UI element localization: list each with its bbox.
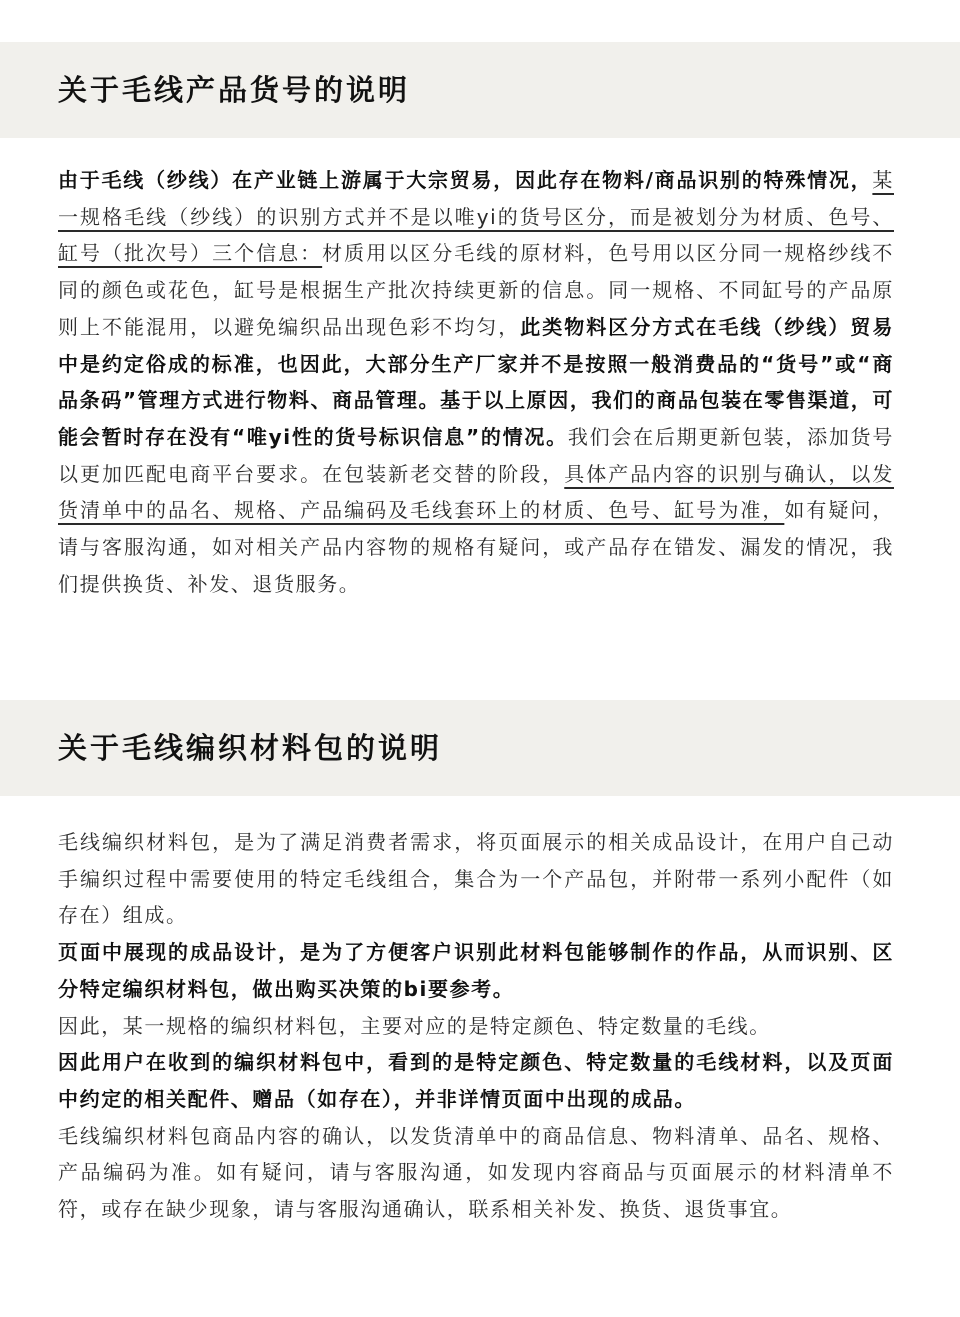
text-run: 由于毛线（纱线）在产业链上游属于大宗贸易，因此存在物料/商品识别的特殊情况，	[58, 168, 873, 192]
section-header-product-code	[0, 42, 960, 138]
text-run: 材质用以区分毛线的原材料，色号用以区分同一规格纱线不同的颜色或花色，缸号是根据生产批次持续更新的信息。同一规格、不同缸号的产品原则上不能混用，以避免编织品出现色彩不均匀，	[58, 241, 895, 339]
section-body-product-code	[58, 162, 894, 602]
paragraph: 页面中展现的成品设计，是为了方便客户识别此材料包能够制作的作品，从而识别、区分特定编织材料包，做出购买决策的bi要参考。	[58, 940, 894, 1001]
text-run: 如有疑问，请与客服沟通，如对相关产品内容物的规格有疑问，或产品存在错发、漏发的情况，我们提供换货、补发、退货服务。	[58, 498, 895, 596]
section-title: 关于毛线产品货号的说明	[58, 73, 411, 107]
paragraph: 毛线编织材料包，是为了满足消费者需求，将页面展示的相关成品设计，在用户自己动手编织过程中需要使用的特定毛线组合，集合为一个产品包，并附带一系列小配件（如存在）组成。	[58, 830, 894, 928]
text-run: 某一规格毛线（纱线）的识别方式并不是以唯yi的货号区分，而是被划分为材质、色号、缸号（批次号）三个信息：	[58, 168, 894, 266]
section-body-knitting-kit	[58, 824, 894, 1228]
section-title: 关于毛线编织材料包的说明	[58, 731, 443, 765]
text-run: 我们会在后期更新包装，添加货号以更加匹配电商平台要求。在包装新老交替的阶段，	[58, 424, 895, 486]
text-run: 具体产品内容的识别与确认，以发货清单中的品名、规格、产品编码及毛线套环上的材质、色号、缸号为准，	[58, 461, 894, 523]
paragraph: 因此用户在收到的编织材料包中，看到的是特定颜色、特定数量的毛线材料，以及页面中约定的相关配件、赠品（如存在），并非详情页面中出现的成品。	[58, 1050, 894, 1111]
text-run: 此类物料区分方式在毛线（纱线）贸易中是约定俗成的标准，也因此，大部分生产厂家并不是按照一般消费品的“货号”或“商品条码”管理方式进行物料、商品管理。基于以上原因，我们的商品包装在零售渠道，可能会暂时存在没有“唯yi性的货号标识信息”的情况。	[58, 314, 895, 449]
section-header-knitting-kit	[0, 700, 960, 796]
paragraph: 因此，某一规格的编织材料包，主要对应的是特定颜色、特定数量的毛线。	[58, 1013, 771, 1038]
paragraph: 毛线编织材料包商品内容的确认，以发货清单中的商品信息、物料清单、品名、规格、产品编码为准。如有疑问，请与客服沟通，如发现内容商品与页面展示的材料清单不符，或存在缺少现象，请与客服沟通确认，联系相关补发、换货、退货事宜。	[58, 1123, 894, 1222]
